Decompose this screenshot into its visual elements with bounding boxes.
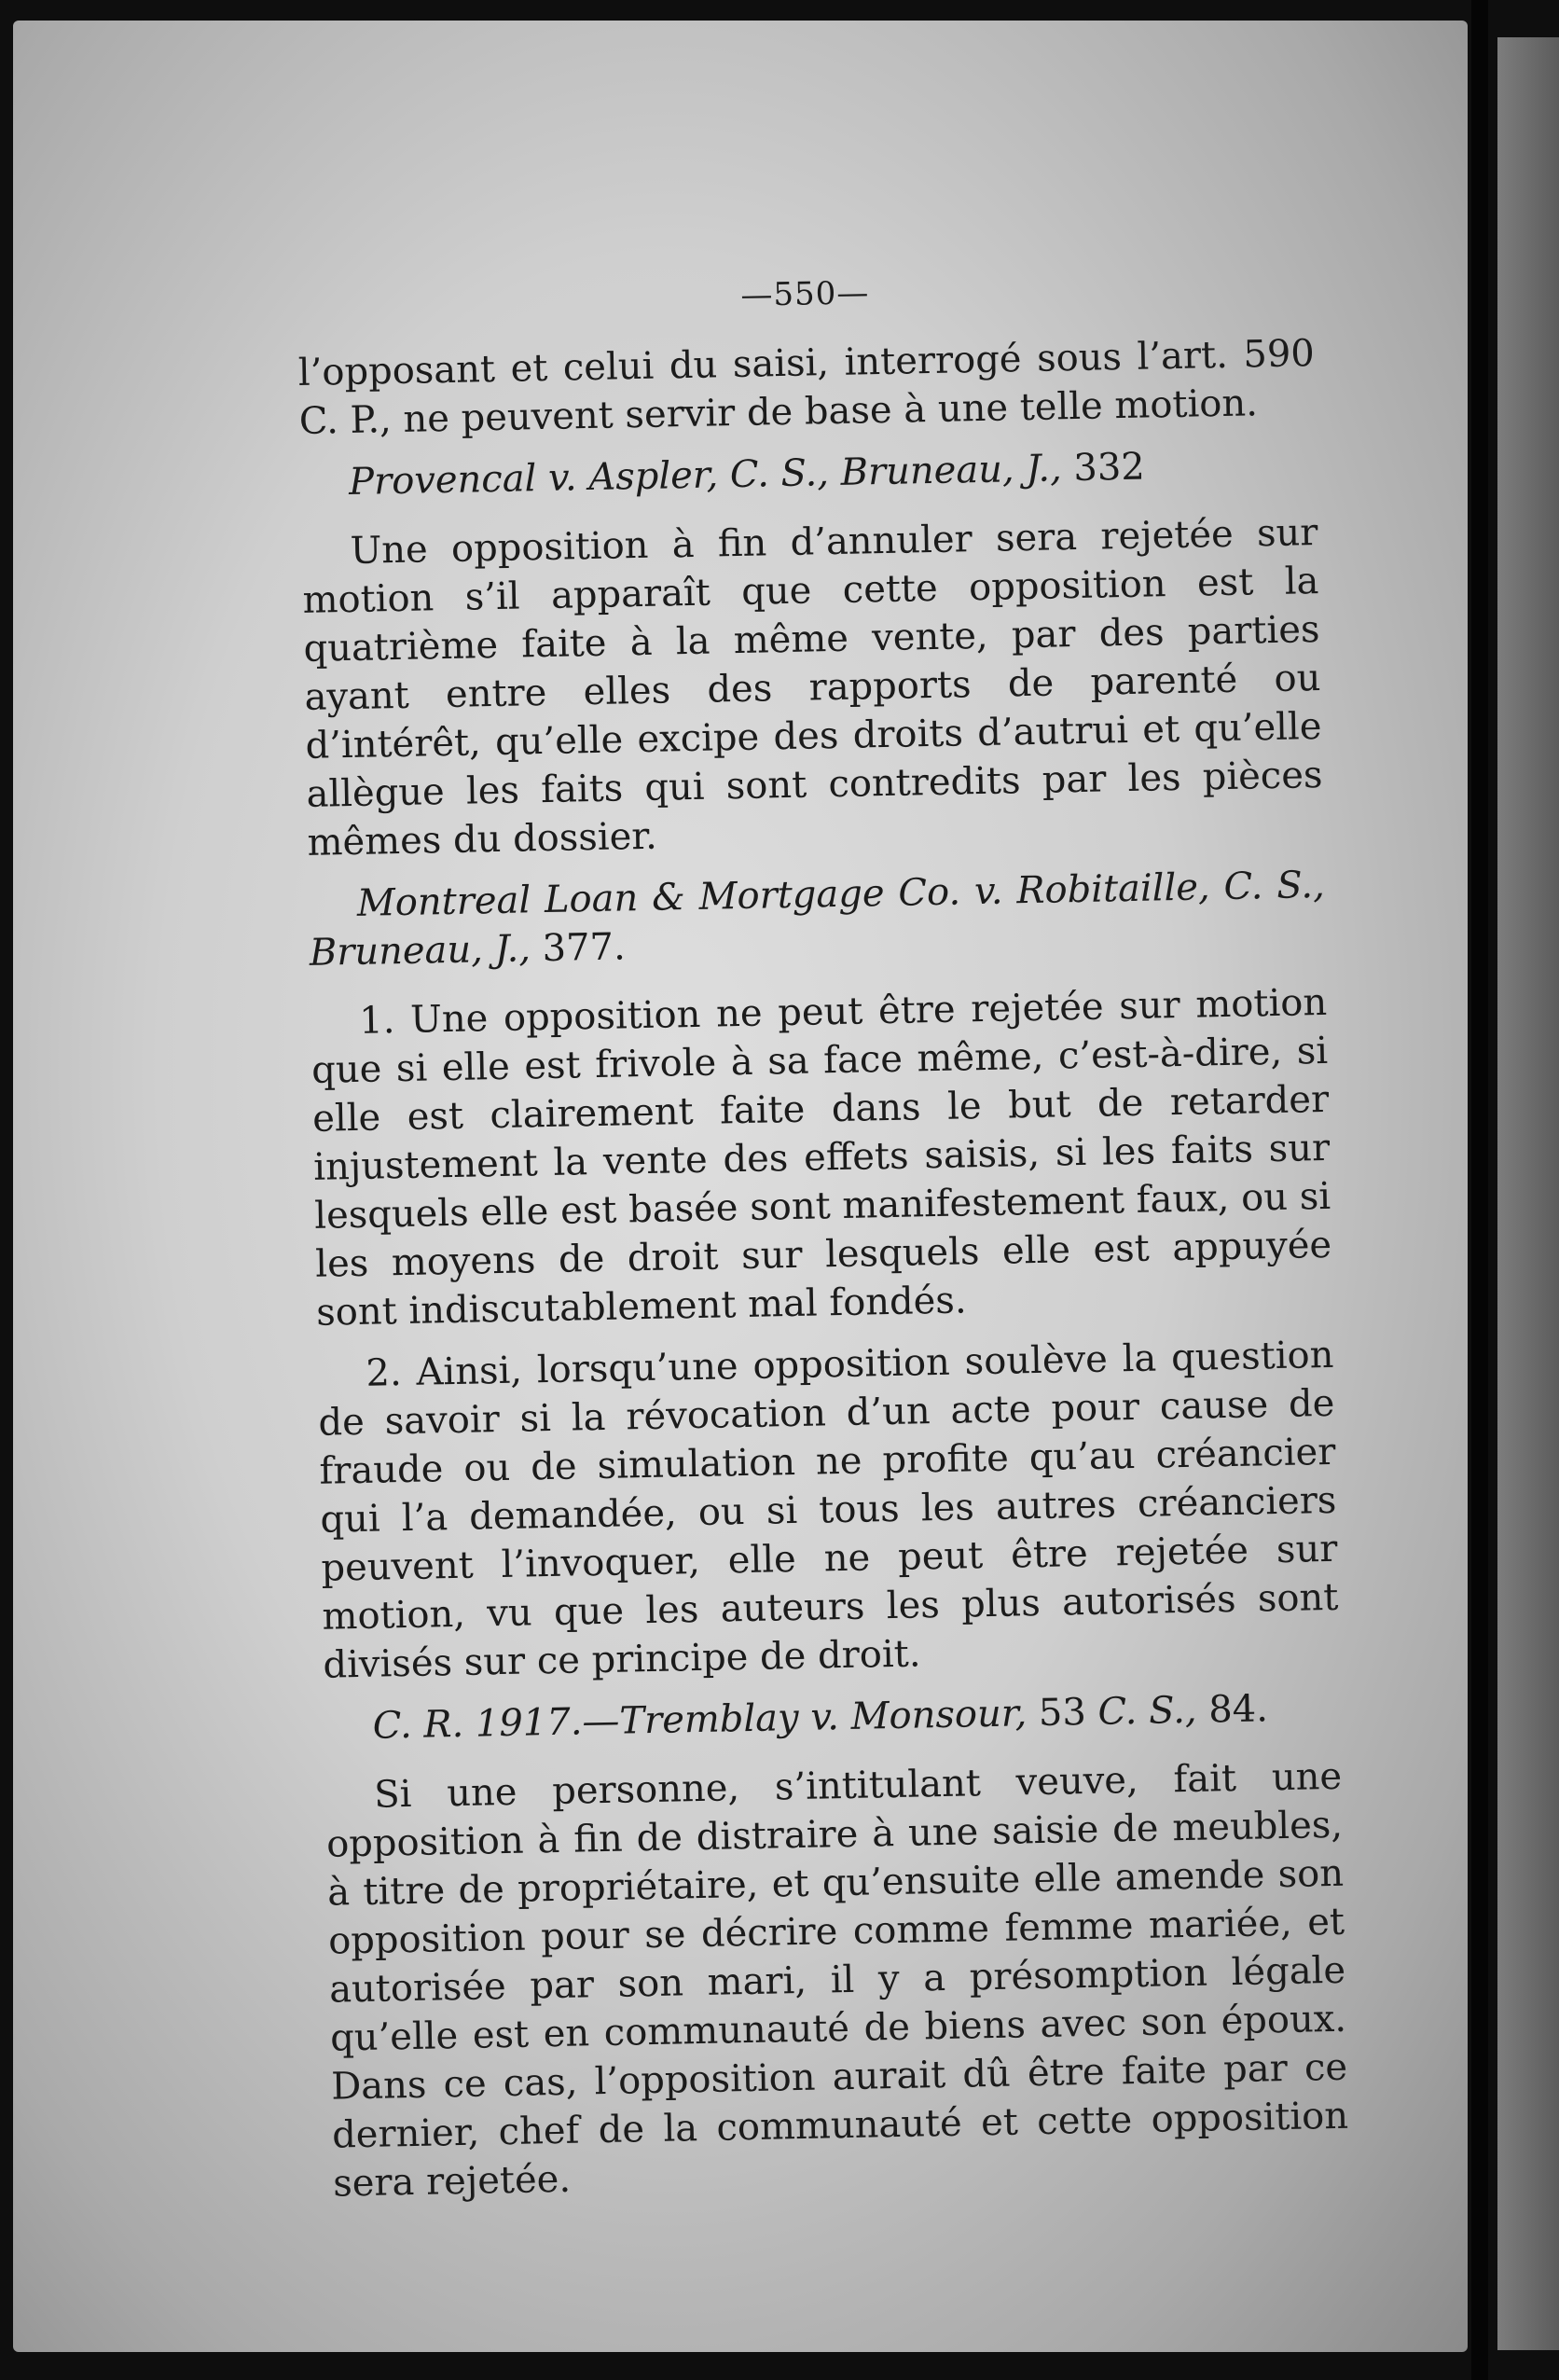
numbered-paragraph: 2. Ainsi, lorsqu’une opposition soulève la question de savoir si la révocation d’un acte pour cause de fraude ou de simulation ne profite qu’au créancier qui l’a demandée, ou si tous les autres créanciers peuvent l’invoquer, elle ne peut être rejetée sur motion, vu que les auteurs les plus autorisés sont divisés sur ce principe de droit. <box>318 1333 1339 1687</box>
citation-case-name: Montreal Loan & Mortgage Co. v. Robitaille, C. S., Bruneau, J., <box>309 863 1326 975</box>
citation-case-name: Provencal v. Aspler, C. S., Bruneau, J., <box>348 447 1063 504</box>
paragraph: Si une personne, s’intitulant veuve, fait une opposition à fin de distraire à une saisie de meubles, à titre de propriétaire, et qu’ensuite elle amende son opposition pour se décrire comme femme mariée, et autorisée par son mari, il y a présomption légale qu’elle est en communauté de biens avec son époux. Dans ce cas, l’opposition aurait dû être faite par ce dernier, chef de la communauté et cette opposition sera rejetée. <box>325 1754 1349 2206</box>
citation-reporter: C. S., <box>1097 1688 1197 1734</box>
paragraph: Une opposition à fin d’annuler sera rejetée sur motion s’il apparaît que cette opposition est la quatrième faite à la même vente, par des parties ayant entre elles des rapports de parenté ou d’intérêt, qu’elle excipe des droits d’autrui et qu’elle allègue les faits qui sont contredits par les pièces mêmes du dossier. <box>302 511 1323 865</box>
case-citation <box>300 439 1318 507</box>
book-gutter <box>1471 0 1488 2380</box>
paragraph-continuation: l’opposant et celui du saisi, interrogé sous l’art. 590 C. P., ne peuvent servir de base à une telle motion. <box>297 332 1316 443</box>
page-number: —550— <box>740 274 870 314</box>
case-citation <box>324 1683 1341 1751</box>
citation-volume: 53 <box>1026 1690 1098 1736</box>
citation-page: 377. <box>530 925 627 971</box>
citation-page: 84. <box>1196 1687 1269 1732</box>
numbered-paragraph: 1. Une opposition ne peut être rejetée sur motion que si elle est frivole à sa face même, c’est-à-dire, si elle est clairement faite dans le but de retarder injustement la vente des effets saisis, si les faits sur lesquels elle est basée sont manifestement faux, ou si les moyens de droit sur lesquels elle est appuyée sont indiscutablement mal fondés. <box>310 980 1332 1335</box>
citation-case-name: C. R. 1917.—Tremblay v. Monsour, <box>372 1692 1028 1748</box>
case-citation <box>308 861 1326 977</box>
adjacent-page-edge <box>1497 37 1559 2350</box>
citation-page: 332 <box>1061 445 1146 491</box>
page-text <box>297 260 1350 2221</box>
